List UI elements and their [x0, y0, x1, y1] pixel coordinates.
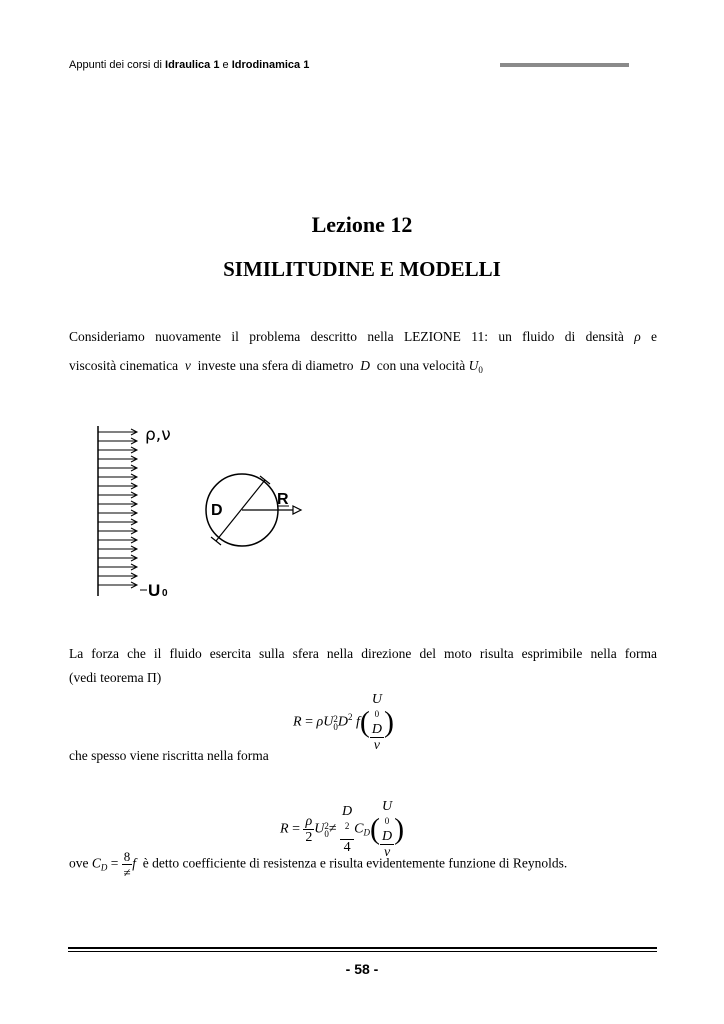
- eq1-U-sub: 0: [333, 721, 338, 732]
- eq1-U-sup: 2: [333, 713, 338, 724]
- para4: [69, 849, 657, 880]
- para4-eight: 8: [123, 849, 131, 864]
- eq1-equals: =: [305, 714, 313, 730]
- eq2-U: U: [314, 821, 325, 837]
- eq1-rho: ρ: [316, 714, 324, 730]
- nu-symbol: ν: [184, 358, 191, 373]
- eq2-den: ν: [383, 845, 391, 860]
- eq2-U-sup: 2: [324, 820, 329, 831]
- rho-symbol: ρ: [634, 329, 641, 344]
- flow-around-sphere-figure: [85, 408, 315, 620]
- drag-label: R: [277, 491, 289, 508]
- eq2-C: C: [354, 821, 364, 837]
- intro-text-2c: con una velocità: [376, 358, 466, 373]
- eq2-four: 4: [343, 839, 351, 855]
- velocity-profile-arrows: [98, 429, 137, 588]
- rho-nu-label: ρ,ν: [145, 425, 171, 445]
- header-prefix: Appunti dei corsi di: [69, 59, 162, 71]
- eq2-rho: ρ: [305, 814, 313, 829]
- intro-text-2b: investe una sfera di diametro: [197, 358, 354, 373]
- eq2-equals: =: [292, 821, 300, 837]
- intro-line-1: [69, 329, 657, 345]
- eq2-D-sup: 2: [344, 821, 350, 832]
- header-course2: Idrodinamica 1: [231, 59, 310, 71]
- velocity-symbol: U: [468, 358, 479, 373]
- u0-subscript: 0: [162, 588, 168, 599]
- eq1-D: D: [337, 714, 348, 730]
- para2-line-1: La forza che il fluido esercita sulla sfera nella direzione del moto risulta esprimibile nella forma: [69, 646, 657, 661]
- eq2-ne: ≠: [328, 821, 337, 837]
- eq2-C-sub: D: [363, 827, 370, 838]
- velocity-subscript: 0: [478, 365, 483, 375]
- lesson-title: Lezione 12: [311, 212, 413, 237]
- eq2-D: D: [342, 804, 353, 820]
- para4-ne: ≠: [123, 865, 131, 880]
- eq2-num-sub: 0: [384, 816, 390, 826]
- eq2-two: 2: [305, 830, 313, 845]
- diameter-symbol: D: [360, 358, 371, 373]
- eq2-U-sub: 0: [324, 828, 329, 839]
- lesson-subtitle: SIMILITUDINE E MODELLI: [223, 257, 501, 281]
- u0-label: U: [148, 581, 161, 600]
- para2-text-a: (vedi teorema: [69, 670, 144, 685]
- eq2-num-U: U: [381, 799, 393, 814]
- eq1-num-sub: 0: [374, 709, 380, 719]
- para2-text-b: ): [156, 670, 162, 685]
- drag-arrow-head: [293, 506, 301, 514]
- eq1-num-U: U: [371, 692, 382, 707]
- intro-text-1: Consideriamo nuovamente il problema descritto nella LEZIONE 11: un fluido di densità: [69, 329, 624, 344]
- para3: che spesso viene riscritta nella forma: [69, 748, 269, 763]
- intro-and: e: [651, 329, 658, 344]
- footer-rule-thick: [68, 947, 657, 949]
- para4-C-sub: D: [100, 862, 108, 873]
- header-rule: [500, 63, 629, 67]
- intro-line-2: [69, 358, 657, 378]
- footer-rule-thin: [68, 951, 657, 952]
- para4-C: C: [91, 855, 101, 871]
- eq1-den: ν: [373, 738, 381, 753]
- para4-rest: è detto coefficiente di resistenza e risulta evidentemente funzione di Reynolds.: [142, 855, 568, 871]
- header-conj: e: [222, 59, 229, 71]
- intro-text-2a: viscosità cinematica: [69, 358, 179, 373]
- header-course1: Idraulica 1: [165, 59, 220, 71]
- para2-line-2: [69, 670, 657, 686]
- eq1-U: U: [323, 714, 334, 730]
- page-number: - 58 -: [345, 961, 379, 977]
- diameter-label: D: [211, 502, 223, 519]
- eq1-num-D: D: [371, 722, 382, 737]
- eq1-lhs: R: [293, 714, 302, 730]
- para4-equals: =: [110, 855, 119, 871]
- para4-ove: ove: [69, 855, 89, 871]
- equation-1: R = ρU 2 0 $D^2$ f( U 0 D ν ): [293, 692, 394, 753]
- para4-f: f: [132, 855, 137, 871]
- running-header: [69, 59, 309, 71]
- eq1-D-sup: 2: [347, 712, 353, 723]
- equation-2: R = $\frac{\rho}{2}$ U 2 0 ≠ D $^2$ 4 $C_D$( U 0 D ν ): [280, 799, 405, 860]
- eq2-lhs: R: [280, 821, 289, 837]
- pi-symbol: Π: [146, 670, 157, 685]
- eq1-f: f: [355, 714, 360, 730]
- eq2-num-D: D: [381, 829, 393, 844]
